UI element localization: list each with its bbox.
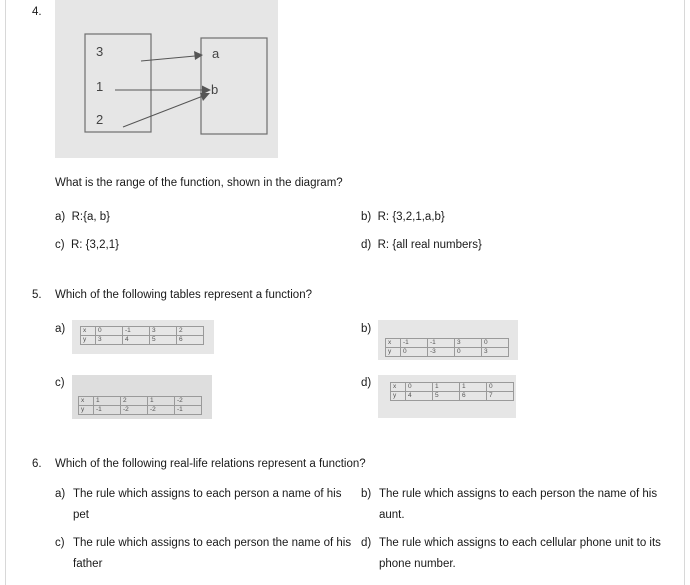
option-text: R:{a, b} [71, 211, 110, 223]
q4-option-c[interactable] [55, 239, 119, 251]
q5-table-b [385, 338, 509, 357]
table-cell: 0 [487, 383, 514, 392]
table-cell: -2 [121, 406, 148, 415]
option-letter: b) [361, 488, 372, 500]
table-header-y: y [79, 406, 94, 415]
table-cell: -1 [94, 406, 121, 415]
option-letter: a) [55, 488, 66, 500]
table-cell: -1 [401, 339, 428, 348]
table-row-y [81, 336, 204, 345]
table-cell: 4 [123, 336, 150, 345]
q5-table-a [80, 326, 204, 345]
table-row-y [386, 348, 509, 357]
table-row-y [79, 406, 202, 415]
table-cell: 3 [482, 348, 509, 357]
table-header-x: x [79, 397, 94, 406]
table-row-x [386, 339, 509, 348]
q5-table-d [390, 382, 514, 401]
table-row-y [391, 392, 514, 401]
option-text: The rule which assigns to each person the name of his aunt. [379, 488, 658, 521]
table-cell: 0 [482, 339, 509, 348]
table-cell: 1 [148, 397, 175, 406]
table-cell: 0 [401, 348, 428, 357]
table-cell: 5 [150, 336, 177, 345]
option-text: R: {3,2,1} [70, 239, 119, 251]
table-cell: 1 [433, 383, 460, 392]
table-cell: -1 [175, 406, 202, 415]
question-6-text: Which of the following real-life relations represent a function? [55, 458, 366, 470]
domain-value-3: 3 [96, 44, 104, 59]
domain-box [85, 34, 151, 132]
question-6-number: 6. [32, 458, 42, 470]
option-letter: a) [55, 211, 66, 223]
option-letter: c) [55, 239, 65, 251]
option-letter: d) [361, 537, 372, 549]
option-letter: b) [361, 211, 372, 223]
table-cell: 5 [433, 392, 460, 401]
question-5-number: 5. [32, 289, 42, 301]
table-cell: 6 [460, 392, 487, 401]
q4-option-b[interactable] [361, 211, 445, 223]
table-header-x: x [386, 339, 401, 348]
domain-value-1: 1 [96, 79, 104, 94]
table-row-x [81, 327, 204, 336]
question-4-text: What is the range of the function, shown in the diagram? [55, 177, 343, 189]
mapping-diagram [55, 0, 278, 158]
table-cell: -1 [428, 339, 455, 348]
q5-option-d-letter[interactable]: d) [361, 377, 372, 389]
arrowhead-a [194, 51, 203, 60]
option-text: R: {all real numbers} [377, 239, 482, 251]
option-text: The rule which assigns to each person a name of his pet [73, 488, 342, 521]
option-text: The rule which assigns to each cellular phone unit to its phone number. [379, 537, 661, 570]
question-5-text: Which of the following tables represent a function? [55, 289, 312, 301]
table-cell: 2 [121, 397, 148, 406]
range-value-a: a [212, 46, 220, 61]
q4-option-d[interactable] [361, 239, 482, 251]
question-4-number: 4. [32, 6, 42, 18]
table-cell: -1 [123, 327, 150, 336]
page-border-right [684, 0, 685, 585]
table-header-y: y [81, 336, 96, 345]
table-cell: 1 [94, 397, 121, 406]
table-cell: 7 [487, 392, 514, 401]
arrow-3-to-a [141, 56, 195, 61]
option-text: The rule which assigns to each person the name of his father [73, 537, 352, 570]
table-cell: -2 [148, 406, 175, 415]
table-cell: -3 [428, 348, 455, 357]
table-cell: 3 [150, 327, 177, 336]
q5-option-a-letter[interactable]: a) [55, 323, 66, 335]
table-header-x: x [81, 327, 96, 336]
table-cell: 3 [96, 336, 123, 345]
table-cell: 0 [406, 383, 433, 392]
table-header-x: x [391, 383, 406, 392]
domain-value-2: 2 [96, 112, 104, 127]
table-cell: 0 [96, 327, 123, 336]
table-cell: -2 [175, 397, 202, 406]
q5-table-c [78, 396, 202, 415]
option-letter: c) [55, 537, 65, 549]
table-row-x [79, 397, 202, 406]
table-cell: 0 [455, 348, 482, 357]
q4-option-a[interactable] [55, 211, 110, 223]
table-cell: 3 [455, 339, 482, 348]
table-cell: 4 [406, 392, 433, 401]
table-cell: 6 [177, 336, 204, 345]
page-border-left [5, 0, 6, 585]
option-text: R: {3,2,1,a,b} [377, 211, 445, 223]
table-cell: 1 [460, 383, 487, 392]
mapping-diagram-photo [55, 0, 278, 158]
table-header-y: y [391, 392, 406, 401]
q5-option-b-letter[interactable]: b) [361, 323, 372, 335]
table-row-x [391, 383, 514, 392]
q5-option-c-letter[interactable]: c) [55, 377, 65, 389]
arrow-2-to-b [123, 96, 203, 127]
table-header-y: y [386, 348, 401, 357]
table-cell: 2 [177, 327, 204, 336]
option-letter: d) [361, 239, 372, 251]
range-value-b: b [211, 82, 219, 97]
